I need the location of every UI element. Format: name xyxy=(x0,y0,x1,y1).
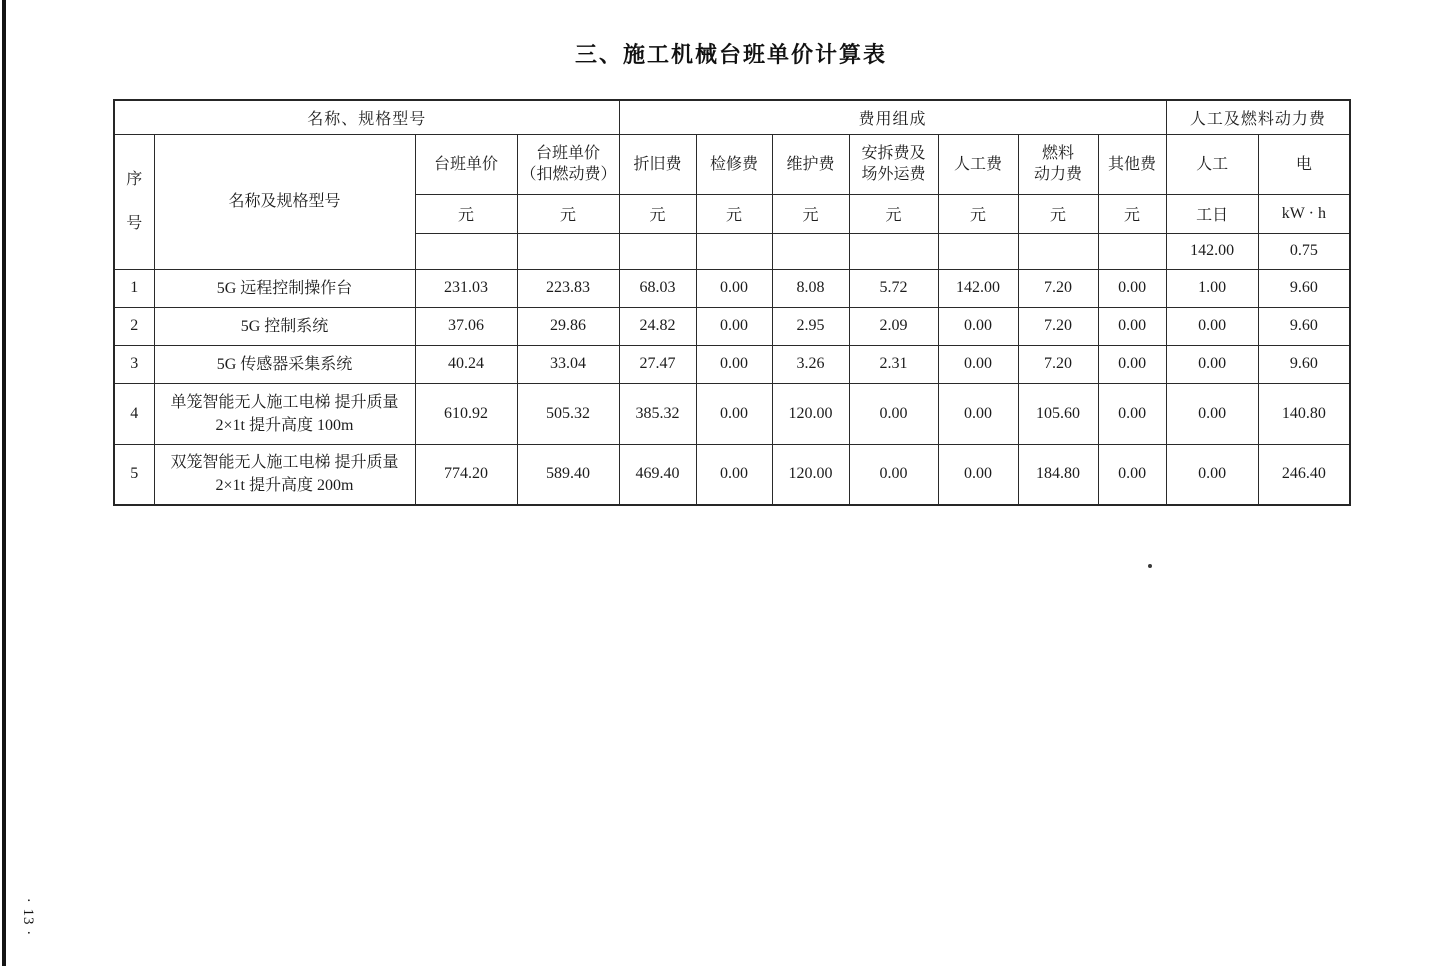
machinery-shift-price-table xyxy=(113,99,1351,506)
empty-cell xyxy=(1098,233,1166,269)
col-header-labor-cost: 人工费 xyxy=(938,134,1018,194)
row-fuel-power-cost: 7.20 xyxy=(1018,307,1098,345)
row-electricity-kwh: 9.60 xyxy=(1258,307,1350,345)
row-depreciation: 469.40 xyxy=(619,444,696,505)
row-machine-name: 双笼智能无人施工电梯 提升质量 2×1t 提升高度 200m xyxy=(154,444,415,505)
table-row xyxy=(114,444,1350,505)
group-header-name-spec: 名称、规格型号 xyxy=(114,100,619,134)
row-shift-price: 231.03 xyxy=(415,269,517,307)
row-depreciation: 27.47 xyxy=(619,345,696,383)
empty-cell xyxy=(415,233,517,269)
row-inspection: 0.00 xyxy=(696,345,772,383)
unit-cell: 元 xyxy=(1018,194,1098,233)
row-install-removal-transport: 2.09 xyxy=(849,307,938,345)
col-header-other-cost: 其他费 xyxy=(1098,134,1166,194)
row-fuel-power-cost: 7.20 xyxy=(1018,269,1098,307)
row-shift-price-ex-fuel: 505.32 xyxy=(517,383,619,444)
row-shift-price-ex-fuel: 589.40 xyxy=(517,444,619,505)
empty-cell xyxy=(696,233,772,269)
table-row xyxy=(114,269,1350,307)
row-labor-workdays: 1.00 xyxy=(1166,269,1258,307)
col-header-shift-price-ex-fuel-line2: （扣燃动费） xyxy=(520,166,617,183)
row-seq: 3 xyxy=(114,345,154,383)
row-machine-name: 单笼智能无人施工电梯 提升质量 2×1t 提升高度 100m xyxy=(154,383,415,444)
row-labor-cost: 0.00 xyxy=(938,307,1018,345)
row-labor-cost: 0.00 xyxy=(938,444,1018,505)
labor-unit-price: 142.00 xyxy=(1166,233,1258,269)
row-inspection: 0.00 xyxy=(696,269,772,307)
col-header-maintenance: 维护费 xyxy=(772,134,849,194)
col-header-shift-price-ex-fuel-line1: 台班单价 xyxy=(536,145,601,162)
col-header-seq xyxy=(114,134,154,269)
col-header-fuel-power-line2: 动力费 xyxy=(1034,166,1083,183)
row-install-removal-transport: 0.00 xyxy=(849,444,938,505)
row-depreciation: 24.82 xyxy=(619,307,696,345)
row-shift-price-ex-fuel: 223.83 xyxy=(517,269,619,307)
column-header-row xyxy=(114,134,1350,194)
group-header-row xyxy=(114,100,1350,134)
col-header-install-removal-line1: 安拆费及 xyxy=(861,145,926,162)
row-fuel-power-cost: 184.80 xyxy=(1018,444,1098,505)
row-maintenance: 120.00 xyxy=(772,383,849,444)
row-electricity-kwh: 9.60 xyxy=(1258,345,1350,383)
col-header-electricity: 电 xyxy=(1258,134,1350,194)
row-electricity-kwh: 140.80 xyxy=(1258,383,1350,444)
row-labor-cost: 0.00 xyxy=(938,345,1018,383)
row-install-removal-transport: 2.31 xyxy=(849,345,938,383)
col-header-shift-price: 台班单价 xyxy=(415,134,517,194)
col-header-seq-line2: 号 xyxy=(126,214,143,232)
page-title: 三、施工机械台班单价计算表 xyxy=(574,42,887,67)
empty-cell xyxy=(517,233,619,269)
row-depreciation: 68.03 xyxy=(619,269,696,307)
row-shift-price: 774.20 xyxy=(415,444,517,505)
unit-cell: 元 xyxy=(517,194,619,233)
row-inspection: 0.00 xyxy=(696,307,772,345)
row-shift-price-ex-fuel: 29.86 xyxy=(517,307,619,345)
empty-cell xyxy=(1018,233,1098,269)
empty-cell xyxy=(619,233,696,269)
col-header-install-removal-line2: 场外运费 xyxy=(861,166,926,183)
group-header-cost-composition: 费用组成 xyxy=(619,100,1166,134)
col-header-install-removal-transport xyxy=(849,134,938,194)
col-header-inspection: 检修费 xyxy=(696,134,772,194)
electricity-unit-price: 0.75 xyxy=(1258,233,1350,269)
row-maintenance: 2.95 xyxy=(772,307,849,345)
unit-cell: 元 xyxy=(938,194,1018,233)
row-other-cost: 0.00 xyxy=(1098,269,1166,307)
table-row xyxy=(114,345,1350,383)
page-number: · 13 · xyxy=(20,897,37,937)
row-seq: 5 xyxy=(114,444,154,505)
row-seq: 4 xyxy=(114,383,154,444)
col-header-fuel-power-cost xyxy=(1018,134,1098,194)
row-depreciation: 385.32 xyxy=(619,383,696,444)
row-machine-name: 5G 远程控制操作台 xyxy=(154,269,415,307)
row-shift-price: 37.06 xyxy=(415,307,517,345)
row-labor-workdays: 0.00 xyxy=(1166,383,1258,444)
row-seq: 2 xyxy=(114,307,154,345)
row-labor-workdays: 0.00 xyxy=(1166,307,1258,345)
row-maintenance: 3.26 xyxy=(772,345,849,383)
unit-cell: 元 xyxy=(415,194,517,233)
unit-cell: 元 xyxy=(849,194,938,233)
row-other-cost: 0.00 xyxy=(1098,345,1166,383)
col-header-shift-price-ex-fuel xyxy=(517,134,619,194)
row-other-cost: 0.00 xyxy=(1098,307,1166,345)
row-machine-name: 5G 控制系统 xyxy=(154,307,415,345)
row-maintenance: 120.00 xyxy=(772,444,849,505)
row-shift-price: 40.24 xyxy=(415,345,517,383)
row-other-cost: 0.00 xyxy=(1098,444,1166,505)
row-fuel-power-cost: 7.20 xyxy=(1018,345,1098,383)
row-electricity-kwh: 9.60 xyxy=(1258,269,1350,307)
col-header-fuel-power-line1: 燃料 xyxy=(1042,145,1075,162)
col-header-name-spec: 名称及规格型号 xyxy=(154,134,415,269)
row-labor-cost: 0.00 xyxy=(938,383,1018,444)
col-header-labor: 人工 xyxy=(1166,134,1258,194)
row-inspection: 0.00 xyxy=(696,444,772,505)
row-shift-price: 610.92 xyxy=(415,383,517,444)
empty-cell xyxy=(849,233,938,269)
scan-edge-stripe xyxy=(2,0,6,966)
col-header-depreciation: 折旧费 xyxy=(619,134,696,194)
row-machine-name: 5G 传感器采集系统 xyxy=(154,345,415,383)
row-labor-workdays: 0.00 xyxy=(1166,444,1258,505)
row-labor-workdays: 0.00 xyxy=(1166,345,1258,383)
row-shift-price-ex-fuel: 33.04 xyxy=(517,345,619,383)
group-header-labor-fuel: 人工及燃料动力费 xyxy=(1166,100,1350,134)
unit-cell: 元 xyxy=(772,194,849,233)
unit-cell: 元 xyxy=(1098,194,1166,233)
empty-cell xyxy=(938,233,1018,269)
row-install-removal-transport: 0.00 xyxy=(849,383,938,444)
row-install-removal-transport: 5.72 xyxy=(849,269,938,307)
unit-cell: 元 xyxy=(619,194,696,233)
row-maintenance: 8.08 xyxy=(772,269,849,307)
row-labor-cost: 142.00 xyxy=(938,269,1018,307)
empty-cell xyxy=(772,233,849,269)
row-seq: 1 xyxy=(114,269,154,307)
table-row xyxy=(114,383,1350,444)
table-row xyxy=(114,307,1350,345)
row-electricity-kwh: 246.40 xyxy=(1258,444,1350,505)
stray-ink-dot xyxy=(1148,564,1152,568)
row-other-cost: 0.00 xyxy=(1098,383,1166,444)
unit-cell-workday: 工日 xyxy=(1166,194,1258,233)
unit-cell-kwh: kW · h xyxy=(1258,194,1350,233)
col-header-seq-line1: 序 xyxy=(126,170,143,188)
unit-cell: 元 xyxy=(696,194,772,233)
row-fuel-power-cost: 105.60 xyxy=(1018,383,1098,444)
row-inspection: 0.00 xyxy=(696,383,772,444)
